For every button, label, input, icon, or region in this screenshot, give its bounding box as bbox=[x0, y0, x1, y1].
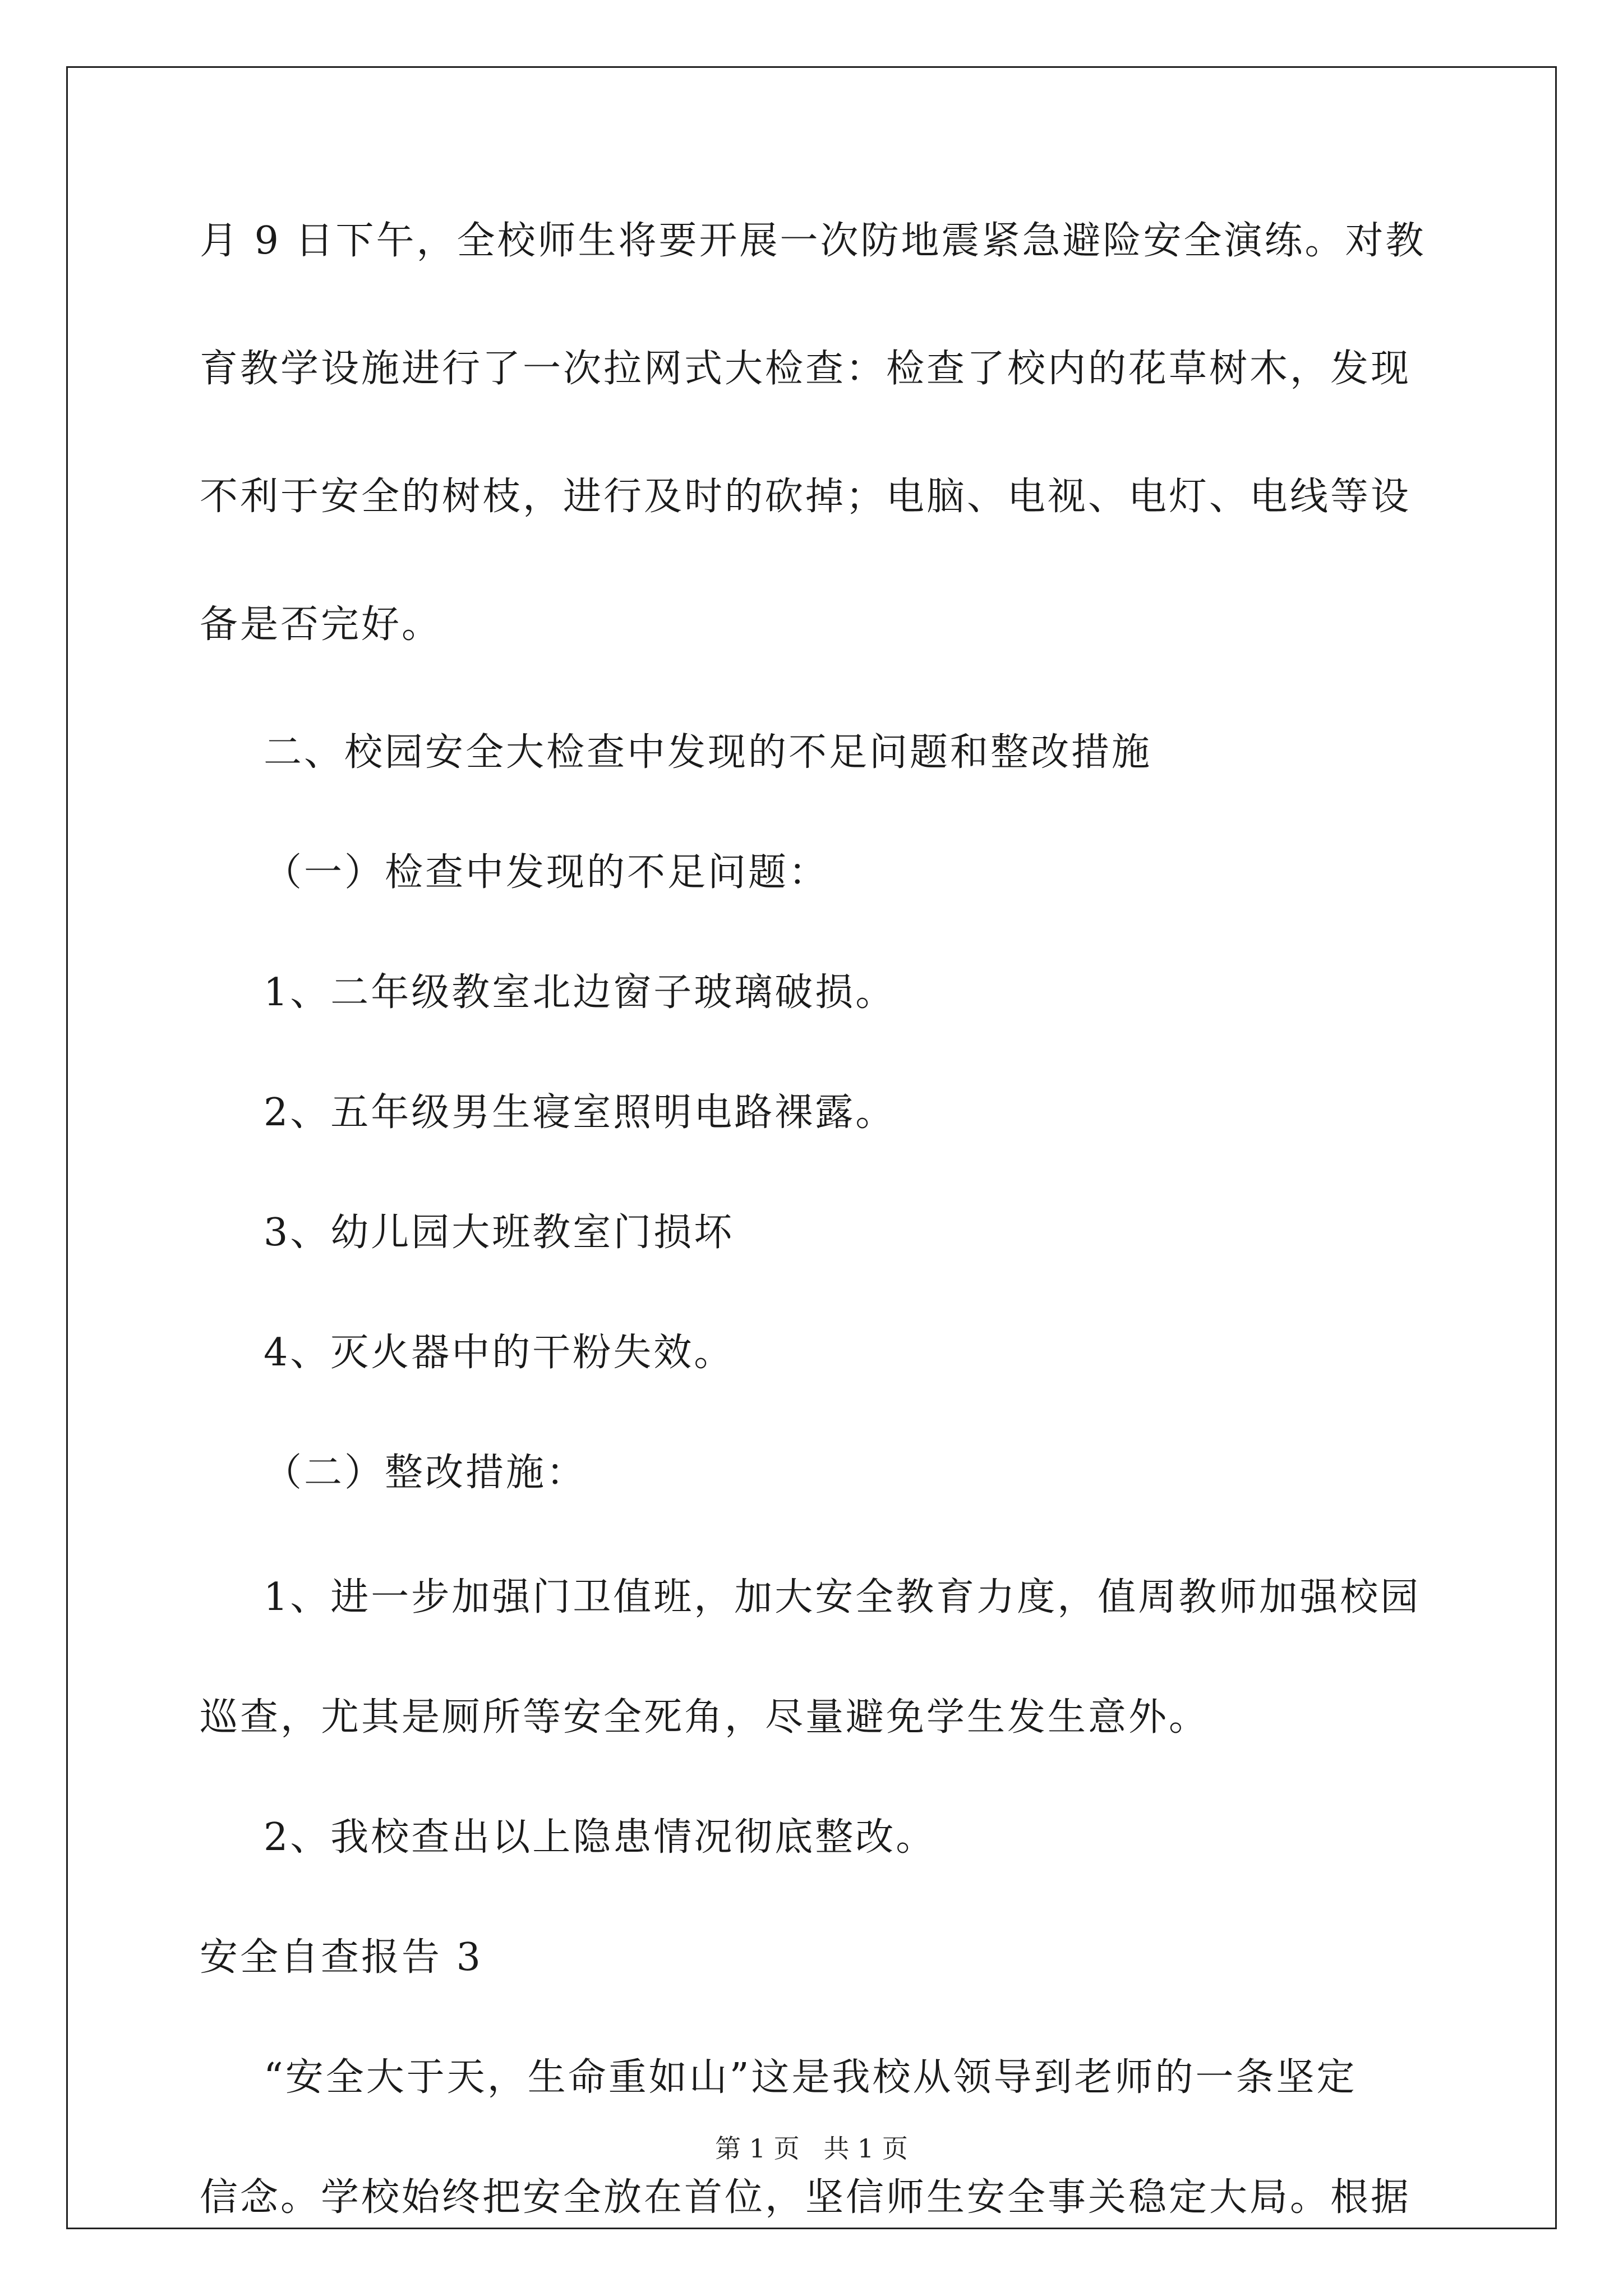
paragraph-line: “安全大于天，生命重如山”这是我校从领导到老师的一条坚定 bbox=[264, 2055, 1357, 2100]
paragraph-line: 信念。学校始终把安全放在首位，坚信师生安全事关稳定大局。根据 bbox=[200, 2175, 1412, 2220]
list-item: 4、灭火器中的干粉失效。 bbox=[264, 1331, 735, 1375]
list-item: 2、五年级男生寝室照明电路裸露。 bbox=[264, 1091, 896, 1135]
page-total: 共 1 页 bbox=[823, 2133, 908, 2164]
paragraph-line: 育教学设施进行了一次拉网式大检查：检查了校内的花草树木，发现 bbox=[200, 347, 1412, 391]
paragraph-line: 备是否完好。 bbox=[200, 602, 442, 647]
list-item: 1、二年级教室北边窗子玻璃破损。 bbox=[264, 970, 896, 1015]
paragraph-line: 月 9 日下午，全校师生将要开展一次防地震紧急避险安全演练。对教 bbox=[200, 219, 1426, 263]
subsection-heading: （二）整改措施： bbox=[264, 1451, 587, 1495]
list-item: 2、我校查出以上隐患情况彻底整改。 bbox=[264, 1815, 937, 1860]
paragraph-line: 巡查，尤其是厕所等安全死角，尽量避免学生发生意外。 bbox=[200, 1695, 1210, 1740]
paragraph-line: 不利于安全的树枝，进行及时的砍掉；电脑、电视、电灯、电线等设 bbox=[200, 475, 1412, 519]
list-item: 1、进一步加强门卫值班，加大安全教育力度，值周教师加强校园 bbox=[264, 1575, 1421, 1619]
page-footer bbox=[0, 2132, 1623, 2165]
report-title: 安全自查报告 3 bbox=[200, 1935, 483, 1980]
page-number: 第 1 页 bbox=[715, 2133, 800, 2164]
section-heading: 二、校园安全大检查中发现的不足问题和整改措施 bbox=[264, 730, 1152, 775]
subsection-heading: （一）检查中发现的不足问题： bbox=[264, 850, 829, 895]
list-item: 3、幼儿园大班教室门损坏 bbox=[264, 1211, 735, 1255]
